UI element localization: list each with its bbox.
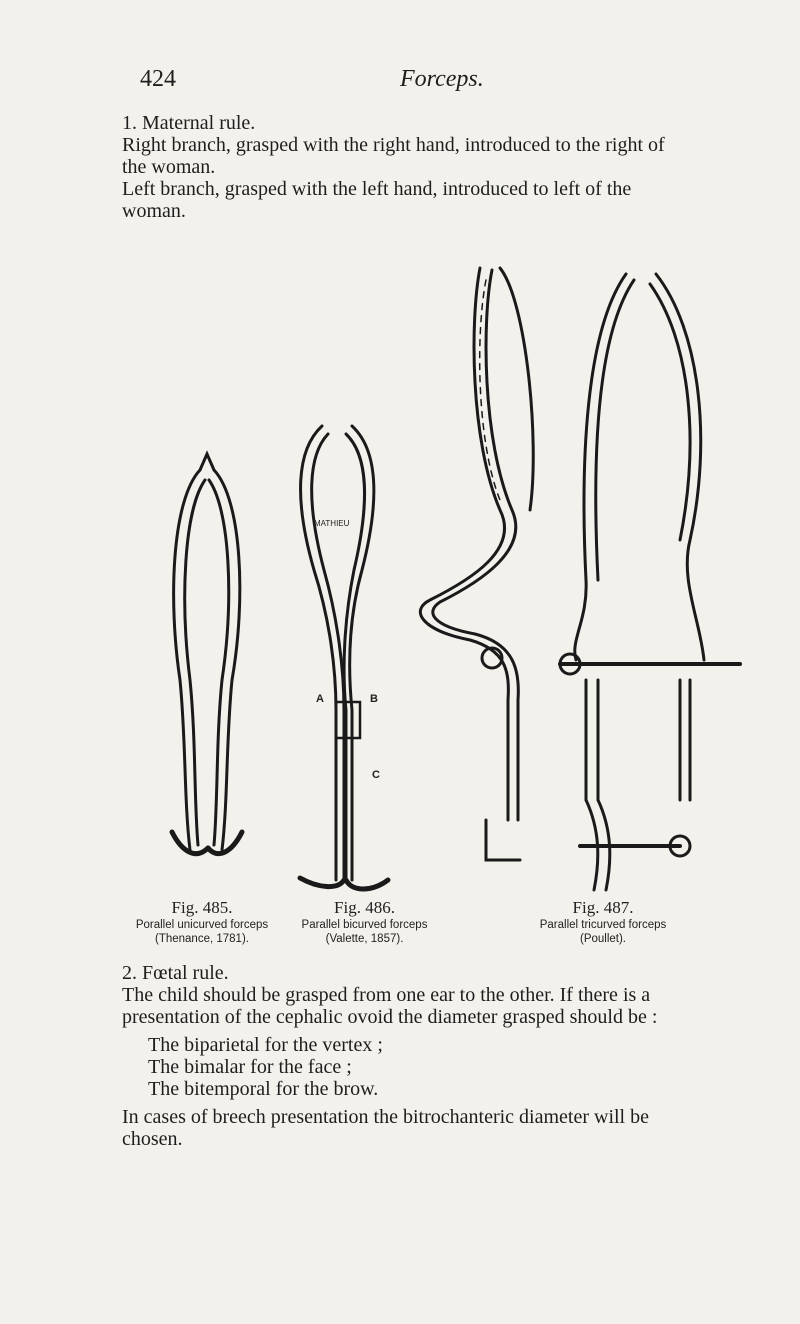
caption-fig-487-title: Parallel tricurved forceps xyxy=(539,919,667,931)
caption-fig-486-title: Parallel bicurved forceps xyxy=(301,919,428,931)
caption-fig-486-number: Fig. 486. xyxy=(334,898,395,917)
caption-fig-485 xyxy=(122,898,282,946)
foetal-rule-breech: In cases of breech presentation the bitrochanteric diameter will be chosen. xyxy=(122,1106,649,1150)
foetal-rule-intro: The child should be grasped from one ear to the other. If there is a presentation of the cephalic ovoid the diameter grasped should be : xyxy=(122,984,658,1028)
label-c: C xyxy=(372,769,380,781)
caption-fig-486-source: (Valette, 1857). xyxy=(325,933,404,945)
forceps-illustration xyxy=(0,240,800,900)
engraving-mark: MATHIEU xyxy=(314,519,350,528)
fig-486-forceps xyxy=(300,426,388,889)
foetal-rule-item-face: The bimalar for the face ; xyxy=(148,1056,352,1078)
caption-fig-487-number: Fig. 487. xyxy=(572,898,634,917)
page-number: 424 xyxy=(140,66,176,92)
foetal-rule-item-brow: The bitemporal for the brow. xyxy=(148,1078,379,1100)
forceps-figures xyxy=(0,240,800,945)
caption-fig-486 xyxy=(282,898,447,946)
maternal-rule-left-branch: Left branch, grasped with the left hand, introduced to left of the woman. xyxy=(122,178,632,222)
fig-485-forceps xyxy=(172,454,242,854)
foetal-rule-section xyxy=(122,962,682,1150)
running-title: Forceps. xyxy=(400,66,484,92)
caption-fig-487 xyxy=(508,898,698,946)
maternal-rule-right-branch: Right branch, grasped with the right hand, introduced to the right of the woman. xyxy=(122,134,665,178)
maternal-rule-heading: 1. Maternal rule. xyxy=(122,112,256,134)
caption-fig-487-source: (Poullet). xyxy=(579,933,627,945)
label-a: A xyxy=(316,693,324,705)
caption-fig-485-source: (Thenance, 1781). xyxy=(155,933,249,945)
foetal-rule-heading: 2. Fœtal rule. xyxy=(122,962,229,984)
label-b: B xyxy=(370,693,378,705)
page-header xyxy=(140,66,680,96)
fig-487-forceps-left xyxy=(420,268,533,860)
foetal-rule-item-vertex: The biparietal for the vertex ; xyxy=(148,1034,383,1056)
maternal-rule-section xyxy=(122,112,682,222)
caption-fig-485-title: Porallel unicurved forceps xyxy=(135,919,269,931)
caption-fig-485-number: Fig. 485. xyxy=(171,898,233,917)
fig-487-forceps-right xyxy=(560,274,740,890)
